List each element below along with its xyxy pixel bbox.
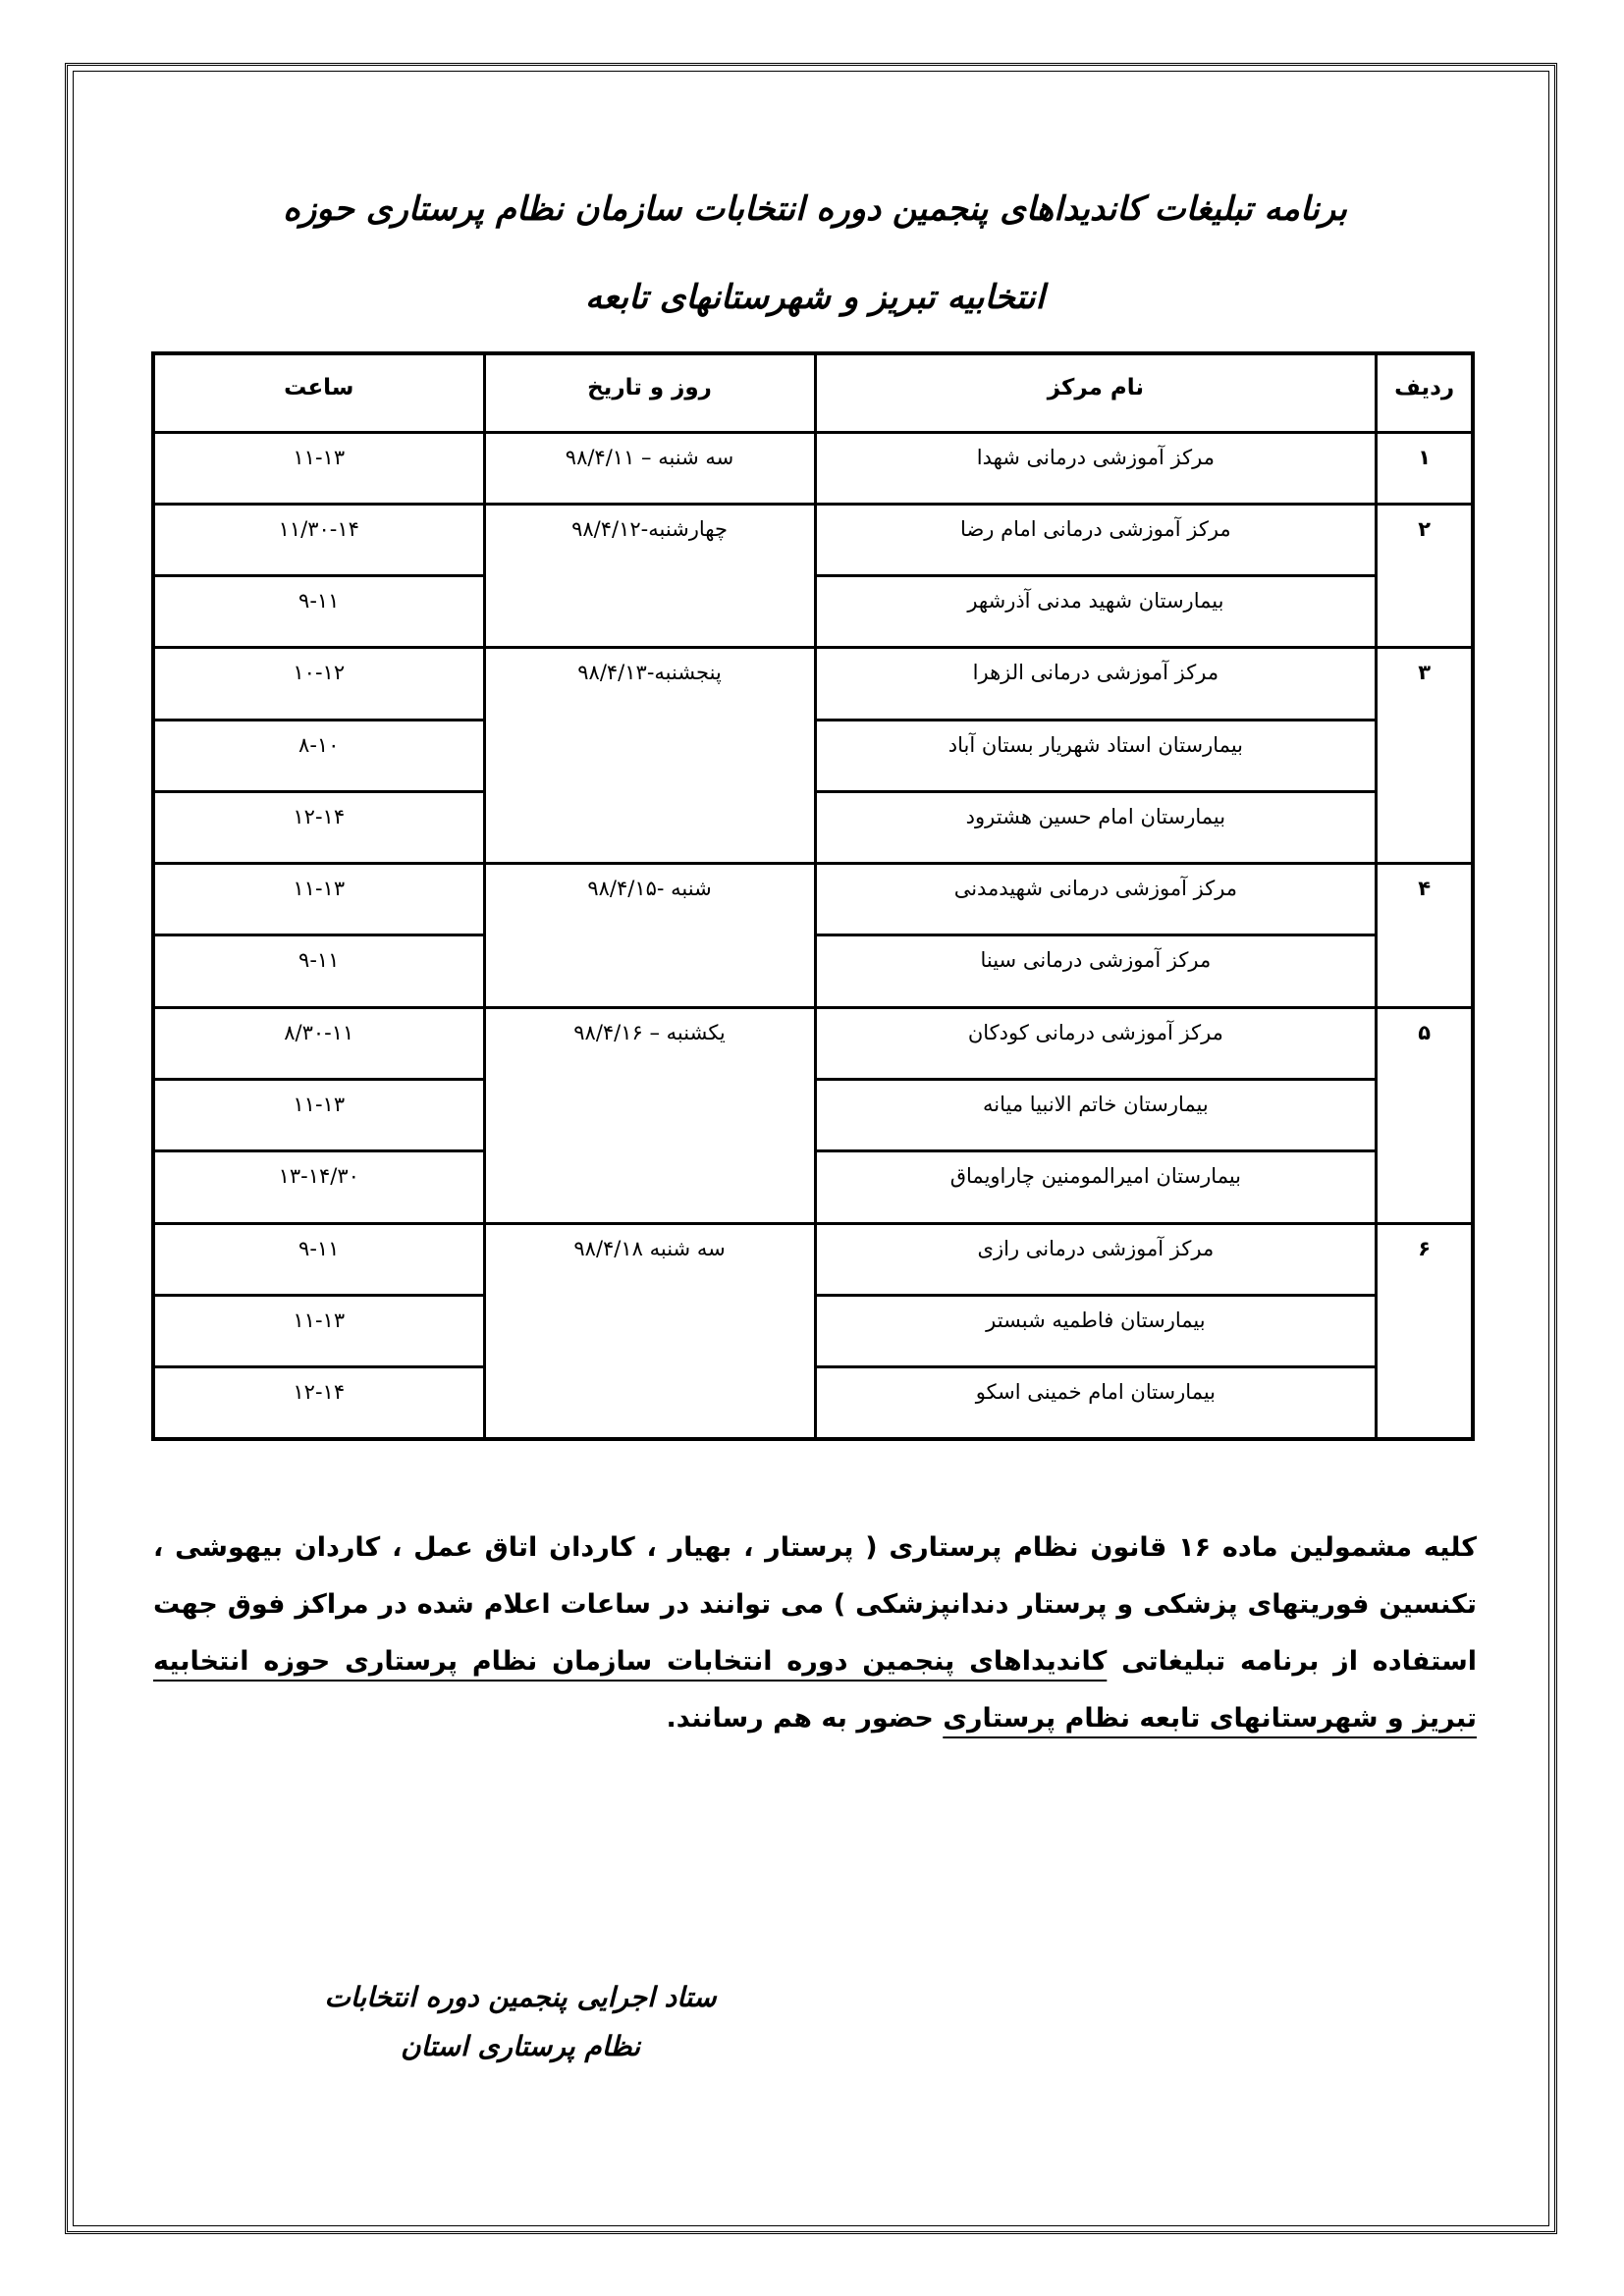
center-name-cell: مرکز آموزشی درمانی امام رضا	[815, 504, 1377, 575]
center-name-cell: بیمارستان فاطمیه شبستر	[815, 1295, 1377, 1366]
header-row-number: ردیف	[1377, 353, 1473, 432]
header-center-name: نام مرکز	[815, 353, 1377, 432]
center-name-cell: بیمارستان شهید مدنی آذرشهر	[815, 576, 1377, 648]
header-time: ساعت	[153, 353, 484, 432]
time-cell: ۸-۱۰	[153, 720, 484, 791]
row-number: ۱	[1377, 432, 1473, 504]
time-cell: ۱۱-۱۳	[153, 1080, 484, 1151]
center-name-cell: بیمارستان استاد شهریار بستان آباد	[815, 720, 1377, 791]
day-date-cell: سه شنبه – ۹۸/۴/۱۱	[484, 432, 815, 504]
table-row	[153, 864, 1473, 935]
notice-text-1: کلیه مشمولین ماده ۱۶ قانون نظام پرستاری ( پرستار ، بهیار ، کاردان اتاق عمل ، کاردان بیهوشی ، تکنسین فوریتهای پزشکی و پرستار دندانپزشکی ) می توانند در ساعات اعلام شده در مراکز فوق جهت استفاده از برنامه تبلیغاتی	[153, 1532, 1477, 1677]
center-name-cell: بیمارستان امیرالمومنین چاراویماق	[815, 1151, 1377, 1223]
day-date-cell: یکشنبه – ۹۸/۴/۱۶	[484, 1007, 815, 1223]
signature: ستاد اجرایی پنجمین دوره انتخابات نظام پرستاری استان	[324, 1981, 717, 2062]
time-cell: ۱۲-۱۴	[153, 1367, 484, 1439]
time-cell: ۹-۱۱	[153, 935, 484, 1007]
time-cell: ۱۱-۱۳	[153, 1295, 484, 1366]
row-number: ۶	[1377, 1223, 1473, 1439]
table-row	[153, 504, 1473, 575]
time-cell: ۸/۳۰-۱۱	[153, 1007, 484, 1079]
day-date-cell: چهارشنبه-۹۸/۴/۱۲	[484, 504, 815, 648]
time-cell: ۹-۱۱	[153, 576, 484, 648]
table-row	[153, 1223, 1473, 1295]
time-cell: ۱۱-۱۳	[153, 864, 484, 935]
time-cell: ۱۱-۱۳	[153, 432, 484, 504]
row-number: ۵	[1377, 1007, 1473, 1223]
time-cell: ۹-۱۱	[153, 1223, 484, 1295]
day-date-cell: شنبه -۹۸/۴/۱۵	[484, 864, 815, 1008]
document-title: برنامه تبلیغات کاندیداهای پنجمین دوره انتخابات سازمان نظام پرستاری حوزه انتخابیه تبریز و شهرستانهای تابعه	[283, 189, 1347, 317]
time-cell: ۱۱/۳۰-۱۴	[153, 504, 484, 575]
center-name-cell: مرکز آموزشی درمانی شهیدمدنی	[815, 864, 1377, 935]
notice-paragraph	[153, 1520, 1477, 1747]
row-number: ۴	[1377, 864, 1473, 1008]
schedule-table	[151, 351, 1475, 1441]
table-row	[153, 432, 1473, 504]
header-day-date: روز و تاریخ	[484, 353, 815, 432]
center-name-cell: بیمارستان خاتم الانبیا میانه	[815, 1080, 1377, 1151]
table-row	[153, 1007, 1473, 1079]
center-name-cell: مرکز آموزشی درمانی سینا	[815, 935, 1377, 1007]
center-name-cell: مرکز آموزشی درمانی الزهرا	[815, 648, 1377, 720]
center-name-cell: بیمارستان امام خمینی اسکو	[815, 1367, 1377, 1439]
table-header-row	[153, 353, 1473, 432]
center-name-cell: مرکز آموزشی درمانی شهدا	[815, 432, 1377, 504]
notice-text-2: حضور به هم رسانند.	[666, 1703, 944, 1734]
center-name-cell: مرکز آموزشی درمانی رازی	[815, 1223, 1377, 1295]
day-date-cell: پنجشنبه-۹۸/۴/۱۳	[484, 648, 815, 864]
row-number: ۳	[1377, 648, 1473, 864]
time-cell: ۱۳-۱۴/۳۰	[153, 1151, 484, 1223]
row-number: ۲	[1377, 504, 1473, 648]
center-name-cell: مرکز آموزشی درمانی کودکان	[815, 1007, 1377, 1079]
table-row	[153, 648, 1473, 720]
time-cell: ۱۲-۱۴	[153, 791, 484, 863]
center-name-cell: بیمارستان امام حسین هشترود	[815, 791, 1377, 863]
time-cell: ۱۰-۱۲	[153, 648, 484, 720]
day-date-cell: سه شنبه ۹۸/۴/۱۸	[484, 1223, 815, 1439]
notice-text-underlined: کاندیداهای پنجمین دوره انتخابات سازمان نظام پرستاری حوزه انتخابیه تبریز و شهرستانهای تابعه نظام پرستاری	[153, 1646, 1477, 1734]
schedule-body	[153, 432, 1473, 1439]
